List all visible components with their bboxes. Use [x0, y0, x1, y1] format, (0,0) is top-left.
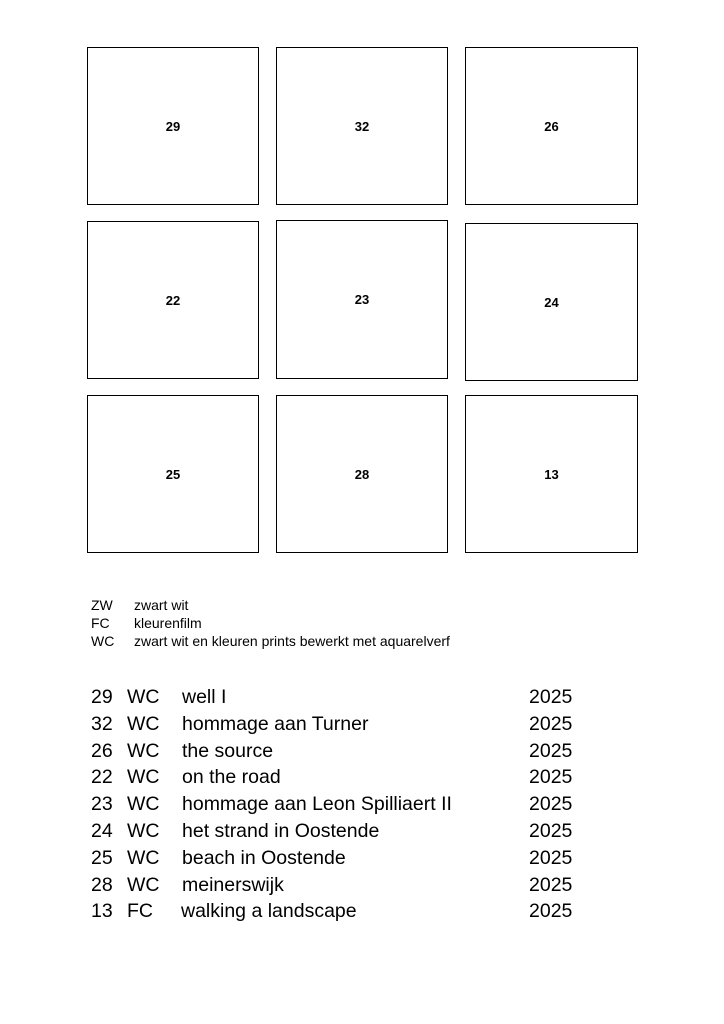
work-number: 25 — [91, 846, 113, 869]
work-technique: WC — [127, 766, 160, 789]
artwork-number: 23 — [354, 292, 370, 307]
work-technique: WC — [127, 712, 160, 735]
artwork-number: 25 — [165, 466, 181, 482]
work-row — [91, 791, 611, 818]
work-technique: FC — [127, 900, 153, 923]
legend-code: FC — [91, 615, 110, 631]
work-row — [91, 898, 611, 925]
work-row — [91, 818, 611, 845]
work-year: 2025 — [529, 900, 573, 923]
artwork-number: 26 — [544, 118, 559, 134]
legend-meaning: zwart wit en kleuren prints bewerkt met aquarelverf — [134, 633, 450, 649]
artwork-placeholder-22 — [87, 221, 259, 379]
work-year: 2025 — [529, 873, 573, 896]
work-number: 26 — [91, 739, 113, 762]
work-year: 2025 — [529, 793, 573, 816]
artwork-placeholder-28 — [276, 395, 448, 553]
work-row — [91, 845, 611, 872]
work-title: the source — [182, 739, 274, 762]
legend-code: ZW — [91, 597, 113, 613]
work-title: well I — [182, 686, 227, 708]
work-row — [91, 872, 611, 899]
work-title: beach in Oostende — [182, 846, 346, 869]
legend-meaning: zwart wit — [134, 597, 189, 613]
work-year: 2025 — [529, 846, 573, 869]
legend-code: WC — [91, 633, 115, 649]
artwork-number: 22 — [165, 292, 181, 308]
artwork-placeholder-26 — [465, 47, 638, 205]
artwork-number: 29 — [165, 118, 181, 134]
work-technique: WC — [127, 846, 160, 869]
work-title: hommage aan Turner — [182, 712, 369, 735]
work-row — [91, 711, 611, 738]
artwork-number: 32 — [354, 118, 370, 134]
work-title: het strand in Oostende — [182, 819, 380, 842]
work-number: 13 — [91, 900, 113, 923]
work-number: 32 — [91, 712, 113, 735]
artwork-number: 24 — [544, 294, 559, 310]
artwork-placeholder-23 — [276, 220, 448, 379]
work-row — [91, 764, 611, 791]
work-title: meinerswijk — [182, 873, 284, 896]
work-technique: WC — [127, 873, 160, 896]
legend-row — [91, 614, 450, 632]
work-year: 2025 — [529, 819, 573, 842]
artwork-number: 13 — [544, 466, 559, 482]
work-technique: WC — [127, 793, 160, 816]
works-list — [91, 684, 611, 925]
work-row — [91, 738, 611, 765]
work-title: on the road — [182, 766, 281, 789]
work-year: 2025 — [529, 712, 573, 735]
legend-meaning: kleurenfilm — [134, 615, 202, 631]
technique-legend — [91, 596, 450, 650]
artwork-placeholder-13 — [465, 395, 638, 553]
legend-row — [91, 596, 450, 614]
work-year: 2025 — [529, 766, 573, 789]
artwork-placeholder-24 — [465, 223, 638, 381]
work-number: 29 — [91, 686, 113, 708]
work-number: 24 — [91, 819, 113, 842]
work-technique: WC — [127, 819, 160, 842]
artwork-number: 28 — [354, 466, 370, 482]
work-technique: WC — [127, 686, 160, 708]
legend-row — [91, 632, 450, 650]
artwork-placeholder-32 — [276, 47, 448, 205]
work-year: 2025 — [529, 739, 573, 762]
artwork-placeholder-29 — [87, 47, 259, 205]
work-title: hommage aan Leon Spilliaert II — [182, 793, 452, 816]
work-number: 28 — [91, 873, 113, 896]
work-number: 23 — [91, 793, 113, 816]
work-year: 2025 — [529, 686, 573, 708]
work-number: 22 — [91, 766, 113, 789]
work-row — [91, 684, 611, 711]
work-title: walking a landscape — [181, 900, 357, 923]
artwork-placeholder-25 — [87, 395, 259, 553]
work-technique: WC — [127, 739, 160, 762]
